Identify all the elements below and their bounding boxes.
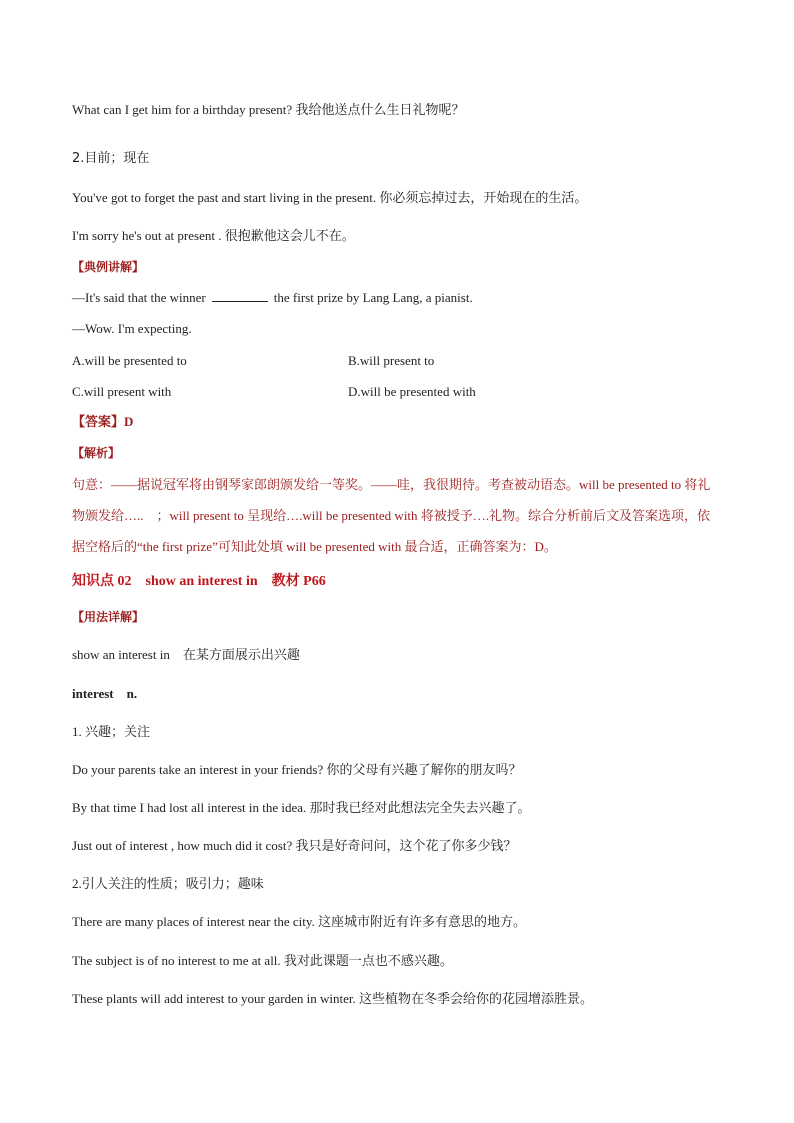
phrase-definition: show an interest in 在某方面展示出兴趣 <box>72 647 300 662</box>
text-line-3: You've got to forget the past and start living in the present. 你必须忘掉过去，开始现在的生活。 <box>72 190 588 205</box>
option-d: D.will be presented with <box>348 384 476 399</box>
textbook-reference: 教材 P66 <box>271 574 326 589</box>
knowledge-point-title <box>72 570 340 590</box>
word-entry: interest n. <box>72 686 138 701</box>
analysis-heading: 【解析】 <box>72 446 121 460</box>
usage-line: Just out of interest , how much did it cost? 我只是好奇问问，这个花了你多少钱？ <box>72 838 517 853</box>
question-line-2: —Wow. I'm expecting. <box>72 321 192 336</box>
meaning-heading-2: 2.目前；现在 <box>72 151 150 166</box>
usage-heading: 【用法详解】 <box>72 610 145 624</box>
usage-line: 1. 兴趣；关注 <box>72 724 151 739</box>
usage-line: The subject is of no interest to me at all. 我对此课题一点也不感兴趣。 <box>72 953 453 968</box>
question-before-blank: —It's said that the winner <box>72 290 206 305</box>
analysis-text: 句意：——据说冠军将由钢琴家郎朗颁发给一等奖。——哇，我很期待。考查被动语态。will be presented to 将礼物颁发给….. ；will present to 呈现给….will be presented with 将被授予….礼物。综合分析前后文及答案选项，依据空格后的“the first prize”可知此处填 will be presented with 最合适，正确答案为：D。 <box>72 477 711 554</box>
knowledge-point-label: 知识点 02 <box>72 574 132 589</box>
usage-line: These plants will add interest to your garden in winter. 这些植物在冬季会给你的花园增添胜景。 <box>72 991 594 1006</box>
answer-blank <box>212 289 268 302</box>
usage-line: Do your parents take an interest in your friends? 你的父母有兴趣了解你的朋友吗？ <box>72 762 522 777</box>
question-after-blank: the first prize by Lang Lang, a pianist. <box>273 290 473 305</box>
usage-line: There are many places of interest near the city. 这座城市附近有许多有意思的地方。 <box>72 914 527 929</box>
usage-line: 2.引人关注的性质；吸引力；趣味 <box>72 876 264 891</box>
option-b: B.will present to <box>348 353 435 368</box>
option-c: C.will present with <box>72 384 172 399</box>
text-line-1: What can I get him for a birthday present? 我给他送点什么生日礼物呢？ <box>72 102 465 117</box>
question-line-1 <box>72 289 473 307</box>
option-a: A.will be presented to <box>72 353 187 368</box>
knowledge-point-phrase: show an interest in <box>145 574 258 589</box>
answer-label: 【答案】D <box>72 414 134 429</box>
example-heading: 【典例讲解】 <box>72 260 145 274</box>
usage-line: By that time I had lost all interest in the idea. 那时我已经对此想法完全失去兴趣了。 <box>72 800 531 815</box>
text-line-4: I'm sorry he's out at present . 很抱歉他这会儿不在。 <box>72 228 355 243</box>
